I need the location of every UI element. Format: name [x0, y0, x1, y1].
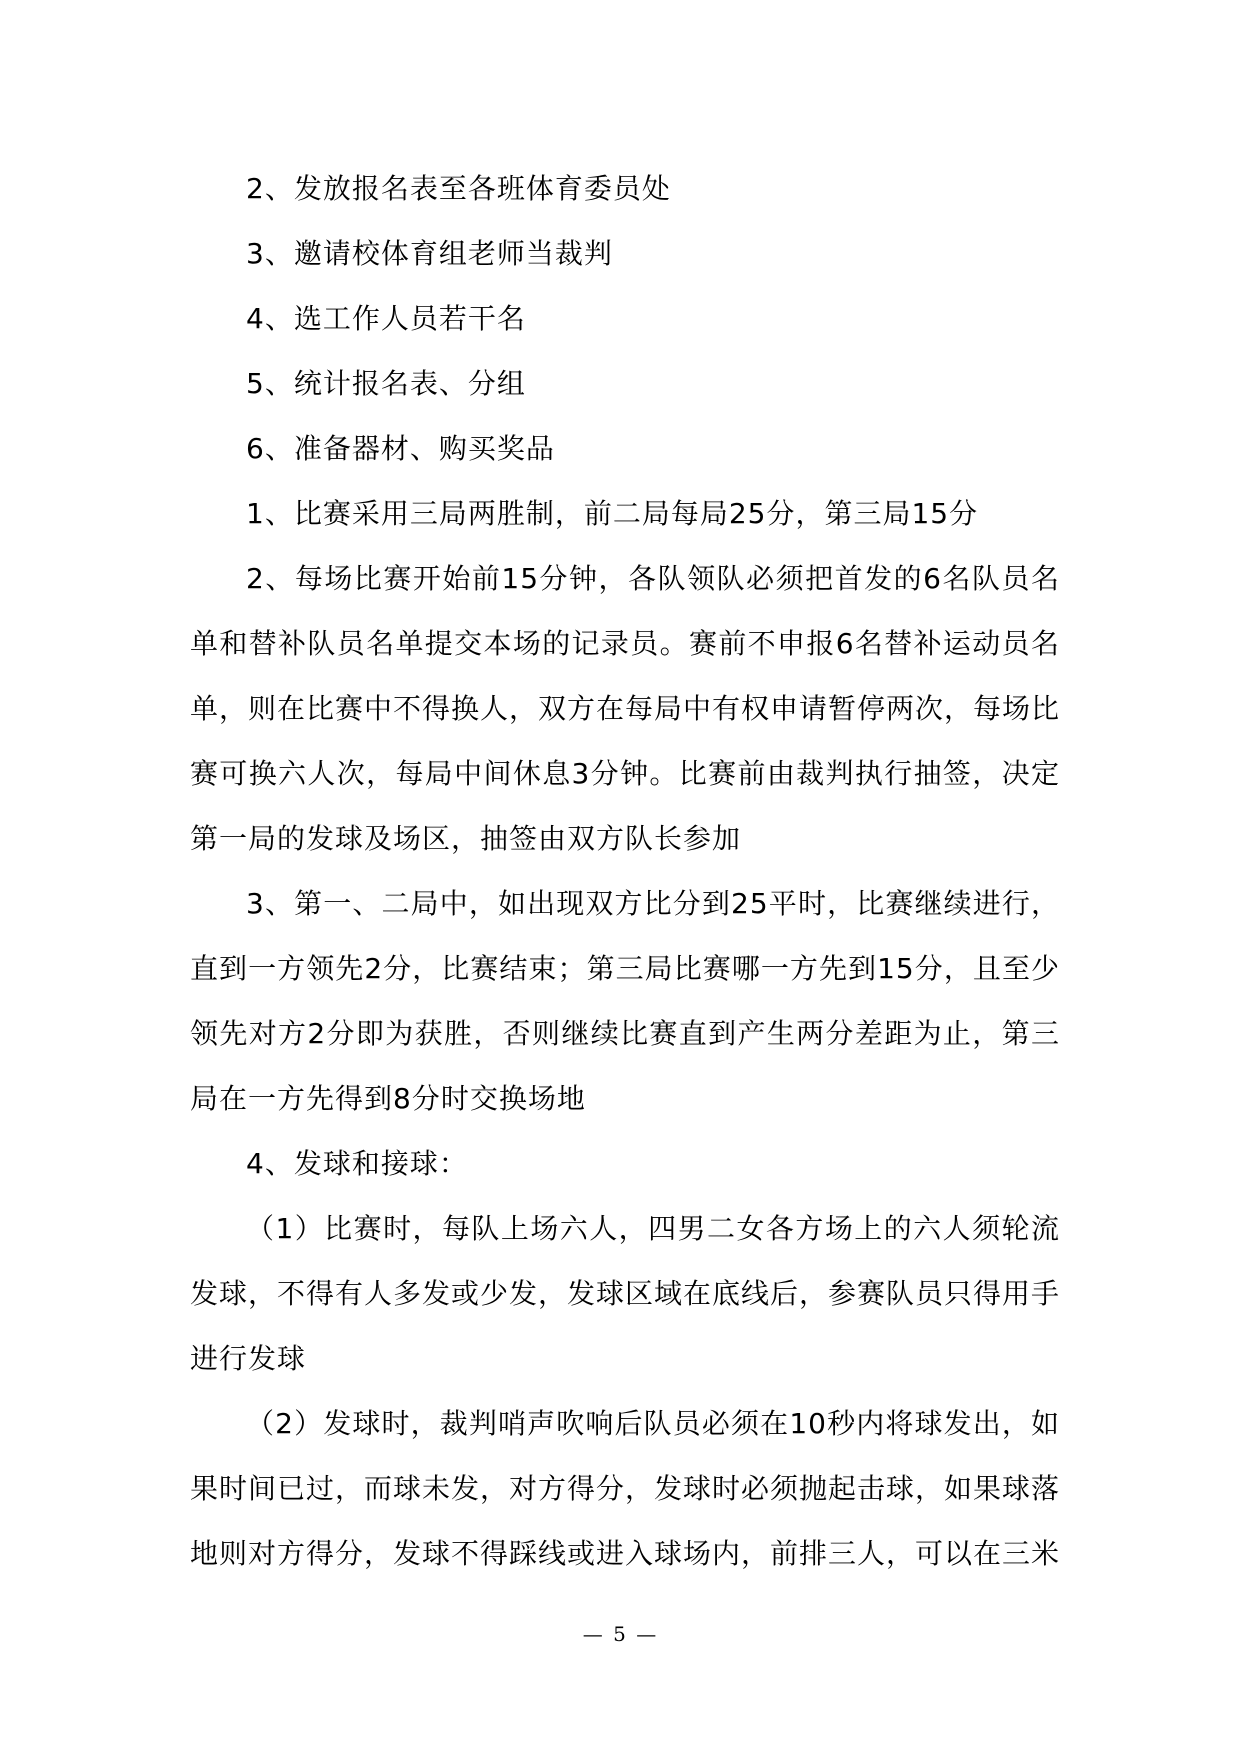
document-body — [190, 156, 1060, 1586]
paragraph-prep-2: 2、发放报名表至各班体育委员处 — [246, 172, 671, 205]
paragraph-prep-3: 3、邀请校体育组老师当裁判 — [246, 237, 613, 270]
paragraph-prep-4: 4、选工作人员若干名 — [246, 302, 526, 335]
paragraph-prep-6: 6、准备器材、购买奖品 — [246, 432, 555, 465]
paragraph-rule-4: 4、发球和接球： — [246, 1147, 468, 1180]
paragraph-rule-4-1: （1）比赛时，每队上场六人，四男二女各方场上的六人须轮流发球，不得有人多发或少发，发球区域在底线后，参赛队员只得用手进行发球 — [190, 1212, 1061, 1375]
paragraph-prep-5: 5、统计报名表、分组 — [246, 367, 526, 400]
paragraph-rule-1: 1、比赛采用三局两胜制，前二局每局25分，第三局15分 — [246, 497, 979, 530]
paragraph-rule-4-2: （2）发球时，裁判哨声吹响后队员必须在10秒内将球发出，如果时间已过，而球未发，对方得分，发球时必须抛起击球，如果球落地则对方得分，发球不得踩线或进入球场内，前排三人，可以在三米 — [190, 1407, 1061, 1570]
page-number: — 5 — — [582, 1622, 659, 1646]
paragraph-rule-3: 3、第一、二局中，如出现双方比分到25平时，比赛继续进行，直到一方领先2分，比赛结束；第三局比赛哪一方先到15分，且至少领先对方2分即为获胜，否则继续比赛直到产生两分差距为止，第三局在一方先得到8分时交换场地 — [190, 887, 1060, 1115]
paragraph-rule-2: 2、每场比赛开始前15分钟，各队领队必须把首发的6名队员名单和替补队员名单提交本场的记录员。赛前不申报6名替补运动员名单，则在比赛中不得换人，双方在每局中有权申请暂停两次，每场比赛可换六人次，每局中间休息3分钟。比赛前由裁判执行抽签，决定第一局的发球及场区，抽签由双方队长参加 — [190, 562, 1061, 855]
